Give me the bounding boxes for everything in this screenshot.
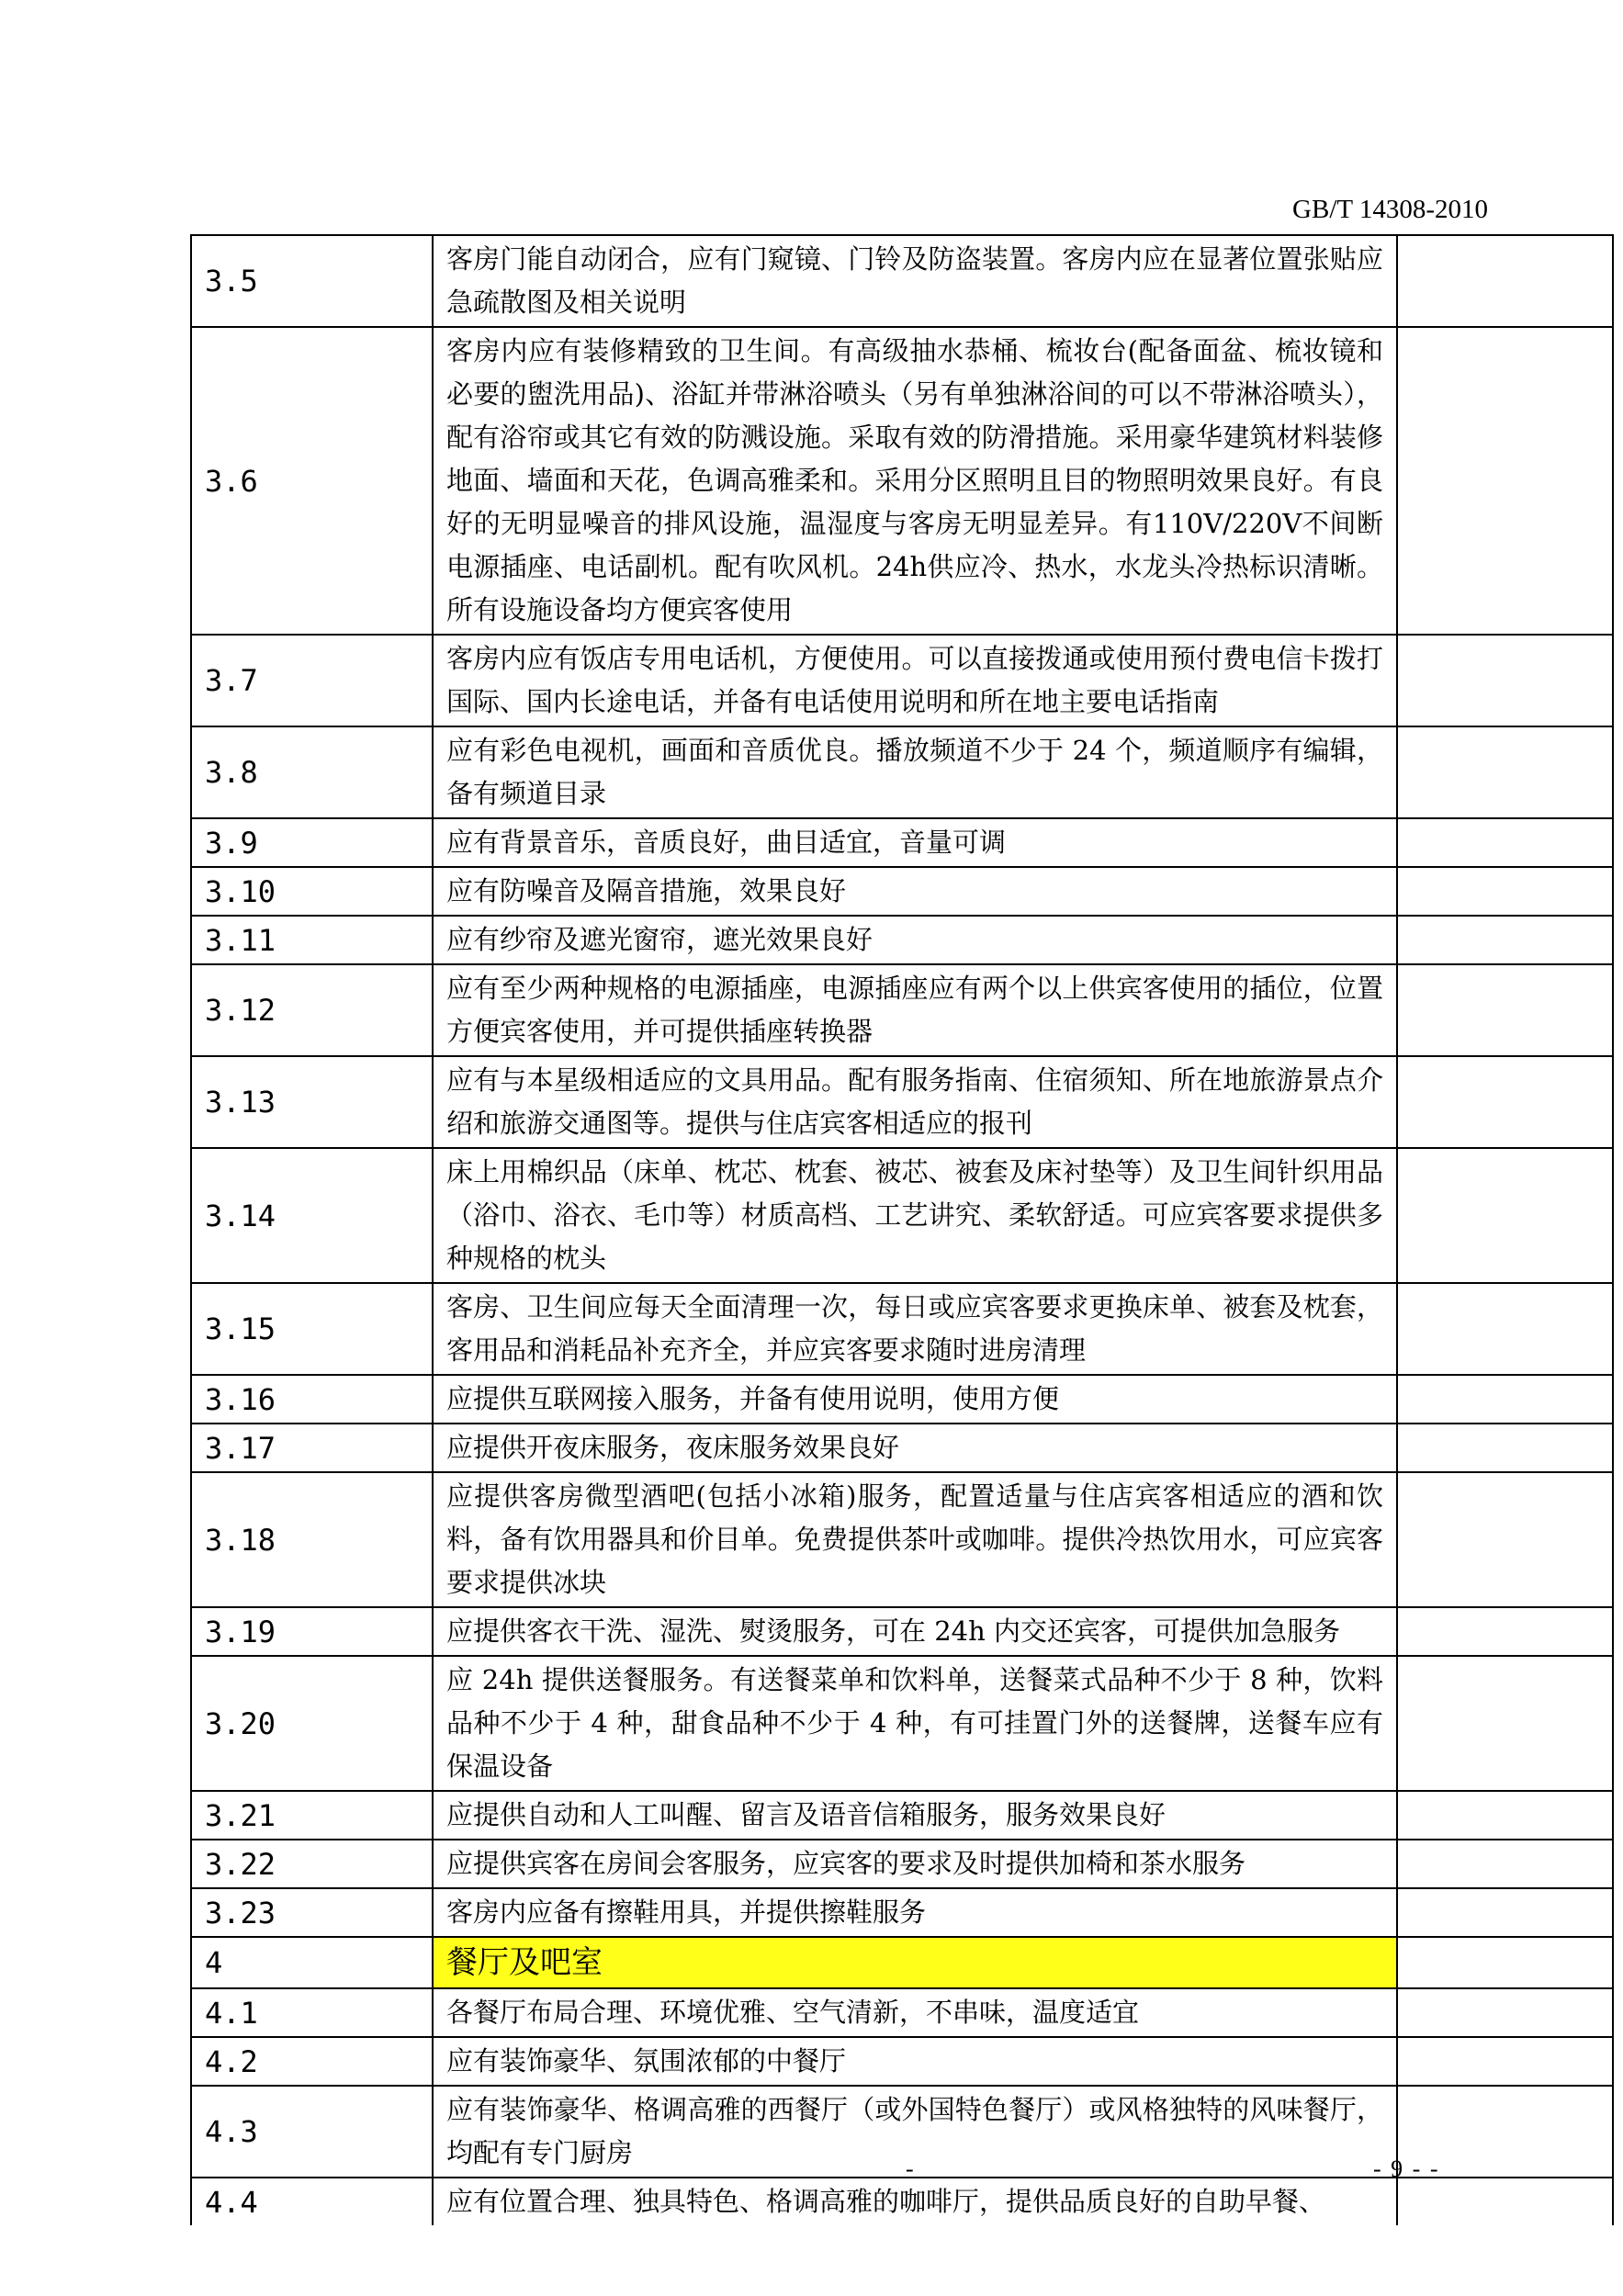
item-number: 4 — [191, 1937, 433, 1988]
item-number: 3.6 — [191, 327, 433, 635]
item-number: 4.2 — [191, 2037, 433, 2086]
score-cell — [1397, 1375, 1613, 1424]
section-title: 餐厅及吧室 — [433, 1937, 1397, 1988]
item-number: 3.20 — [191, 1656, 433, 1791]
score-cell — [1397, 726, 1613, 818]
item-number: 3.10 — [191, 867, 433, 916]
item-number: 3.5 — [191, 235, 433, 327]
score-cell — [1397, 1283, 1613, 1375]
page-number: - 9 - - — [1373, 2155, 1440, 2182]
item-requirement: 应提供客衣干洗、湿洗、熨烫服务，可在 24h 内交还宾客，可提供加急服务 — [433, 1607, 1397, 1656]
table-row — [191, 1988, 1613, 2037]
item-requirement: 客房、卫生间应每天全面清理一次，每日或应宾客要求更换床单、被套及枕套，客用品和消耗品补充齐全，并应宾客要求随时进房清理 — [433, 1283, 1397, 1375]
table-row — [191, 1791, 1613, 1840]
item-number: 3.19 — [191, 1607, 433, 1656]
table-row — [191, 1472, 1613, 1607]
score-cell — [1397, 964, 1613, 1056]
item-number: 3.14 — [191, 1148, 433, 1283]
table-row — [191, 1656, 1613, 1791]
table-row — [191, 818, 1613, 867]
item-number: 4.3 — [191, 2086, 433, 2178]
item-requirement: 应提供互联网接入服务，并备有使用说明，使用方便 — [433, 1375, 1397, 1424]
item-requirement: 客房内应有饭店专用电话机，方便使用。可以直接拨通或使用预付费电信卡拨打国际、国内长途电话，并备有电话使用说明和所在地主要电话指南 — [433, 635, 1397, 726]
item-number: 3.9 — [191, 818, 433, 867]
table-row — [191, 1375, 1613, 1424]
item-requirement: 应有彩色电视机，画面和音质优良。播放频道不少于 24 个，频道顺序有编辑，备有频道目录 — [433, 726, 1397, 818]
item-requirement: 客房门能自动闭合，应有门窥镜、门铃及防盗装置。客房内应在显著位置张贴应急疏散图及相关说明 — [433, 235, 1397, 327]
score-cell — [1397, 916, 1613, 964]
score-cell — [1397, 327, 1613, 635]
score-cell — [1397, 635, 1613, 726]
item-number: 4.4 — [191, 2178, 433, 2225]
item-number: 3.17 — [191, 1424, 433, 1472]
table-row — [191, 2178, 1613, 2225]
item-number: 3.12 — [191, 964, 433, 1056]
table-row — [191, 1148, 1613, 1283]
item-number: 3.13 — [191, 1056, 433, 1148]
score-cell — [1397, 2178, 1613, 2225]
table-row — [191, 916, 1613, 964]
item-requirement: 应有背景音乐，音质良好，曲目适宜，音量可调 — [433, 818, 1397, 867]
item-requirement: 各餐厅布局合理、环境优雅、空气清新，不串味，温度适宜 — [433, 1988, 1397, 2037]
standard-code: GB/T 14308-2010 — [1292, 195, 1488, 224]
standards-table — [190, 234, 1614, 2225]
item-requirement: 应有装饰豪华、格调高雅的西餐厅（或外国特色餐厅）或风格独特的风味餐厅，均配有专门厨房 — [433, 2086, 1397, 2178]
item-requirement: 床上用棉织品（床单、枕芯、枕套、被芯、被套及床衬垫等）及卫生间针织用品（浴巾、浴衣、毛巾等）材质高档、工艺讲究、柔软舒适。可应宾客要求提供多种规格的枕头 — [433, 1148, 1397, 1283]
item-requirement: 应提供客房微型酒吧(包括小冰箱)服务，配置适量与住店宾客相适应的酒和饮料，备有饮用器具和价目单。免费提供茶叶或咖啡。提供冷热饮用水，可应宾客要求提供冰块 — [433, 1472, 1397, 1607]
score-cell — [1397, 2037, 1613, 2086]
score-cell — [1397, 1424, 1613, 1472]
item-requirement: 应有防噪音及隔音措施，效果良好 — [433, 867, 1397, 916]
item-requirement: 客房内应备有擦鞋用具，并提供擦鞋服务 — [433, 1888, 1397, 1937]
item-number: 3.22 — [191, 1840, 433, 1888]
score-cell — [1397, 1056, 1613, 1148]
item-number: 3.16 — [191, 1375, 433, 1424]
item-requirement: 客房内应有装修精致的卫生间。有高级抽水恭桶、梳妆台(配备面盆、梳妆镜和必要的盥洗用品)、浴缸并带淋浴喷头（另有单独淋浴间的可以不带淋浴喷头），配有浴帘或其它有效的防溅设施。采取有效的防滑措施。采用豪华建筑材料装修地面、墙面和天花，色调高雅柔和。采用分区照明且目的物照明效果良好。有良好的无明显噪音的排风设施，温湿度与客房无明显差异。有110V/220V不间断电源插座、电话副机。配有吹风机。24h供应冷、热水，水龙头冷热标识清晰。所有设施设备均方便宾客使用 — [433, 327, 1397, 635]
item-requirement: 应有至少两种规格的电源插座，电源插座应有两个以上供宾客使用的插位，位置方便宾客使用，并可提供插座转换器 — [433, 964, 1397, 1056]
item-requirement: 应有纱帘及遮光窗帘，遮光效果良好 — [433, 916, 1397, 964]
table-row — [191, 1607, 1613, 1656]
table-row — [191, 1424, 1613, 1472]
item-number: 3.18 — [191, 1472, 433, 1607]
item-number: 3.15 — [191, 1283, 433, 1375]
score-cell — [1397, 1840, 1613, 1888]
score-cell — [1397, 818, 1613, 867]
table-row — [191, 1888, 1613, 1937]
item-number: 3.11 — [191, 916, 433, 964]
item-requirement: 应有装饰豪华、氛围浓郁的中餐厅 — [433, 2037, 1397, 2086]
score-cell — [1397, 1607, 1613, 1656]
score-cell — [1397, 235, 1613, 327]
item-number: 3.8 — [191, 726, 433, 818]
item-number: 3.23 — [191, 1888, 433, 1937]
score-cell — [1397, 1148, 1613, 1283]
score-cell — [1397, 867, 1613, 916]
table-row — [191, 1840, 1613, 1888]
item-requirement: 应有位置合理、独具特色、格调高雅的咖啡厅，提供品质良好的自助早餐、 — [433, 2178, 1397, 2225]
footer-dash: - — [906, 2155, 914, 2182]
item-requirement: 应提供宾客在房间会客服务，应宾客的要求及时提供加椅和茶水服务 — [433, 1840, 1397, 1888]
score-cell — [1397, 1888, 1613, 1937]
score-cell — [1397, 1656, 1613, 1791]
score-cell — [1397, 1472, 1613, 1607]
score-cell — [1397, 1937, 1613, 1988]
section-row — [191, 1937, 1613, 1988]
item-number: 3.21 — [191, 1791, 433, 1840]
table-row — [191, 867, 1613, 916]
table-row — [191, 2037, 1613, 2086]
table-row — [191, 235, 1613, 327]
item-number: 4.1 — [191, 1988, 433, 2037]
item-requirement: 应有与本星级相适应的文具用品。配有服务指南、住宿须知、所在地旅游景点介绍和旅游交通图等。提供与住店宾客相适应的报刊 — [433, 1056, 1397, 1148]
item-number: 3.7 — [191, 635, 433, 726]
table-row — [191, 1283, 1613, 1375]
score-cell — [1397, 1791, 1613, 1840]
table-row — [191, 1056, 1613, 1148]
item-requirement: 应提供自动和人工叫醒、留言及语音信箱服务，服务效果良好 — [433, 1791, 1397, 1840]
item-requirement: 应 24h 提供送餐服务。有送餐菜单和饮料单，送餐菜式品种不少于 8 种，饮料品种不少于 4 种，甜食品种不少于 4 种，有可挂置门外的送餐牌，送餐车应有保温设备 — [433, 1656, 1397, 1791]
item-requirement: 应提供开夜床服务，夜床服务效果良好 — [433, 1424, 1397, 1472]
table-row — [191, 964, 1613, 1056]
table-row — [191, 635, 1613, 726]
table-row — [191, 327, 1613, 635]
score-cell — [1397, 1988, 1613, 2037]
table-row — [191, 726, 1613, 818]
